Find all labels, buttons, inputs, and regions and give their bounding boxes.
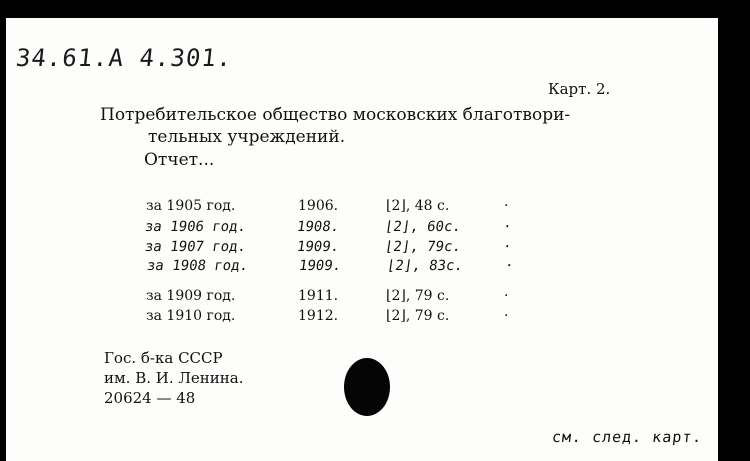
row-pub-year: 1912. [298,308,339,324]
title-line-1: Потребительское общество московских благотвори- [100,105,571,125]
see-next-card-note: см. след. карт. [551,428,704,446]
library-line-1: Гос. б-ка СССР [104,349,223,367]
row-mark: · [504,308,509,324]
catalog-card [6,18,718,461]
library-stamp [104,348,243,408]
row-mark: · [504,288,509,304]
call-number: 34.61.А 4.301. [14,44,234,72]
row-pub-year: 1906. [298,198,339,214]
row-mark: · [503,258,515,274]
row-mark: · [501,219,513,235]
library-line-2: им. В. И. Ленина. [104,369,244,387]
row-pages: ⌊2⌋, 79с. [383,239,462,255]
card-number: Карт. 2. [548,80,611,98]
punch-hole [344,358,390,416]
row-pages: ⌊2⌋, 48 с. [386,198,450,214]
row-pages: ⌊2⌋, 79 с. [386,288,450,304]
row-pages: ⌊2⌋, 79 с. [386,308,450,324]
card-title [100,104,620,148]
row-mark: · [501,239,513,255]
row-pub-year: 1911. [298,288,339,304]
row-pub-year: 1908. [295,219,341,235]
row-year: за 1905 год. [146,198,236,214]
library-line-3: 20624 — 48 [104,389,196,407]
row-year: за 1907 год. [143,239,248,255]
row-year: за 1908 год. [145,258,250,274]
row-pages: ⌊2⌋, 60с. [383,219,462,235]
row-pages: ⌊2⌋, 83с. [385,258,464,274]
row-year: за 1910 год. [146,308,236,324]
title-line-2: тельных учреждений. [148,127,346,147]
row-pub-year: 1909. [295,239,341,255]
row-mark: · [504,198,509,214]
row-year: за 1909 год. [146,288,236,304]
report-heading: Отчет... [144,150,215,170]
row-year: за 1906 год. [143,219,248,235]
row-pub-year: 1909. [297,258,343,274]
scan-top-border [0,0,750,18]
